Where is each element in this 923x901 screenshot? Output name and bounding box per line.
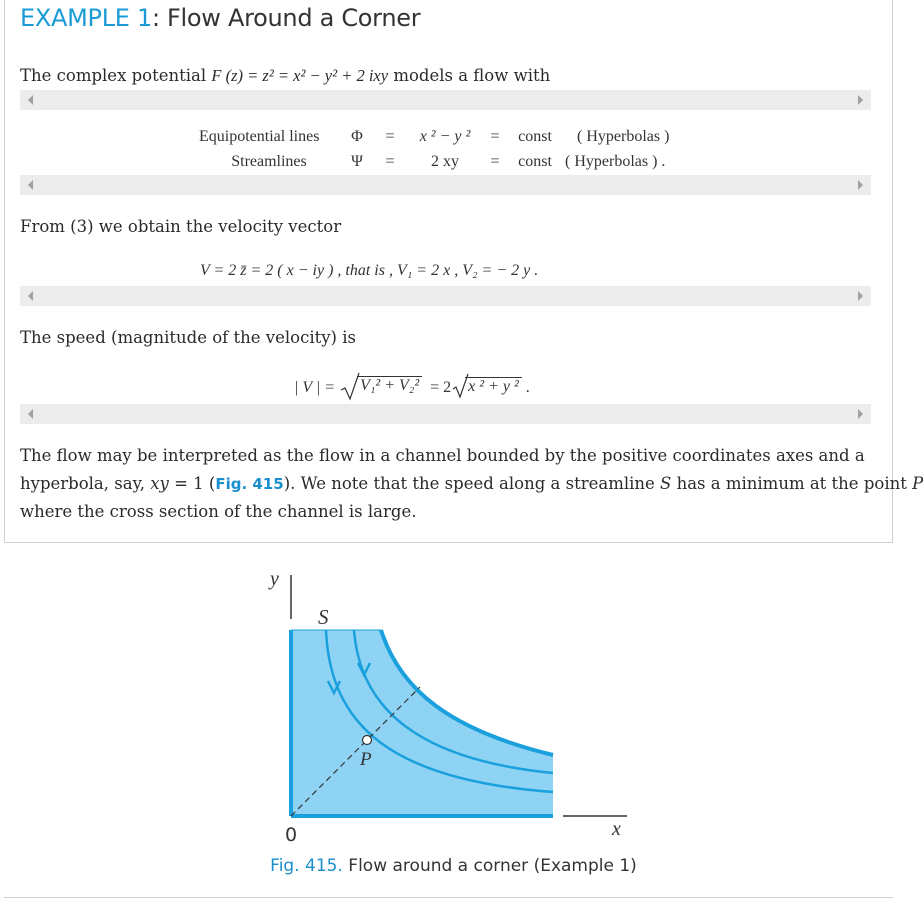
intro-paragraph (20, 62, 550, 90)
y-axis-label: y (270, 568, 279, 590)
streamline-label: S (318, 605, 329, 629)
conclusion-xy: xy (150, 474, 169, 493)
example-title (20, 4, 420, 32)
speed-mid: = 2 (430, 379, 452, 396)
equipotential-label: Equipotential lines (199, 128, 320, 145)
scrollbar-2[interactable] (20, 175, 871, 195)
caption-fig-label: Fig. 415. (270, 856, 343, 876)
conclusion-text-b: = 1 ( (168, 474, 216, 493)
origin-label: 0 (285, 824, 298, 846)
conclusion-line-2 (20, 470, 923, 498)
scroll-left-icon[interactable] (28, 180, 33, 190)
streamlines-expr: 2 xy (431, 153, 459, 170)
streamlines-eq1: = (385, 153, 395, 170)
intro-text-after: models a flow with (388, 66, 551, 85)
scrollbar-3[interactable] (20, 286, 871, 306)
conclusion-line-3: where the cross section of the channel is large. (20, 502, 417, 521)
conclusion-text-c: ). We note that the speed along a streamline (283, 474, 661, 493)
streamlines-label: Streamlines (231, 153, 307, 170)
flow-figure (0, 555, 907, 855)
point-label: P (360, 749, 372, 770)
streamlines-row (199, 153, 665, 171)
conclusion-line-1: The flow may be interpreted as the flow in a channel bounded by the positive coordinates axes and a (20, 446, 865, 465)
conclusion-text-a: hyperbola, say, (20, 474, 151, 493)
conclusion-p: P (912, 474, 923, 493)
speed-formula (294, 372, 530, 402)
scroll-right-icon[interactable] (858, 409, 863, 419)
streamlines-note: ( Hyperbolas ) . (565, 153, 666, 170)
velocity-formula: V = 2 z̄ = 2 ( x − iy ) , that is , V₁ = 2 x , V₂ = − 2 y . (200, 262, 539, 279)
speed-radicand-1: V₁² + V₂² (357, 376, 422, 394)
equipotential-row (199, 128, 669, 146)
caption-text: Flow around a corner (Example 1) (342, 856, 637, 876)
example-heading: : Flow Around a Corner (151, 4, 421, 32)
scroll-right-icon[interactable] (858, 95, 863, 105)
equipotential-eq1: = (385, 128, 395, 145)
equipotential-eq2: = (490, 128, 500, 145)
fig-415-link[interactable]: Fig. 415 (215, 475, 284, 493)
example-label: EXAMPLE 1 (20, 4, 152, 32)
equipotential-note: ( Hyperbolas ) (577, 128, 670, 145)
streamlines-symbol: Ψ (351, 153, 363, 170)
speed-text: The speed (magnitude of the velocity) is (20, 328, 356, 347)
intro-text-before: The complex potential (20, 66, 212, 85)
scroll-left-icon[interactable] (28, 95, 33, 105)
figure-caption (0, 856, 907, 876)
scrollbar-1[interactable] (20, 90, 871, 110)
speed-lhs: | V | = (294, 379, 336, 396)
streamlines-const: const (518, 153, 552, 170)
point-p-marker (363, 736, 372, 745)
velocity-text: From (3) we obtain the velocity vector (20, 217, 342, 236)
scroll-left-icon[interactable] (28, 409, 33, 419)
scroll-right-icon[interactable] (858, 291, 863, 301)
bottom-divider (4, 897, 893, 898)
equipotential-expr: x ² − y ² (419, 128, 471, 145)
equipotential-const: const (518, 128, 552, 145)
scrollbar-4[interactable] (20, 404, 871, 424)
conclusion-text-d: has a minimum at the point (671, 474, 913, 493)
speed-radicand-2: x ² + y ² (465, 377, 522, 395)
scroll-left-icon[interactable] (28, 291, 33, 301)
conclusion-s: S (660, 474, 672, 493)
streamlines-eq2: = (490, 153, 500, 170)
equipotential-symbol: Φ (351, 128, 363, 145)
x-axis-label: x (612, 818, 621, 840)
intro-formula: F (z) = z² = x² − y² + 2 ixy (211, 66, 389, 85)
speed-end: . (525, 379, 530, 396)
scroll-right-icon[interactable] (858, 180, 863, 190)
